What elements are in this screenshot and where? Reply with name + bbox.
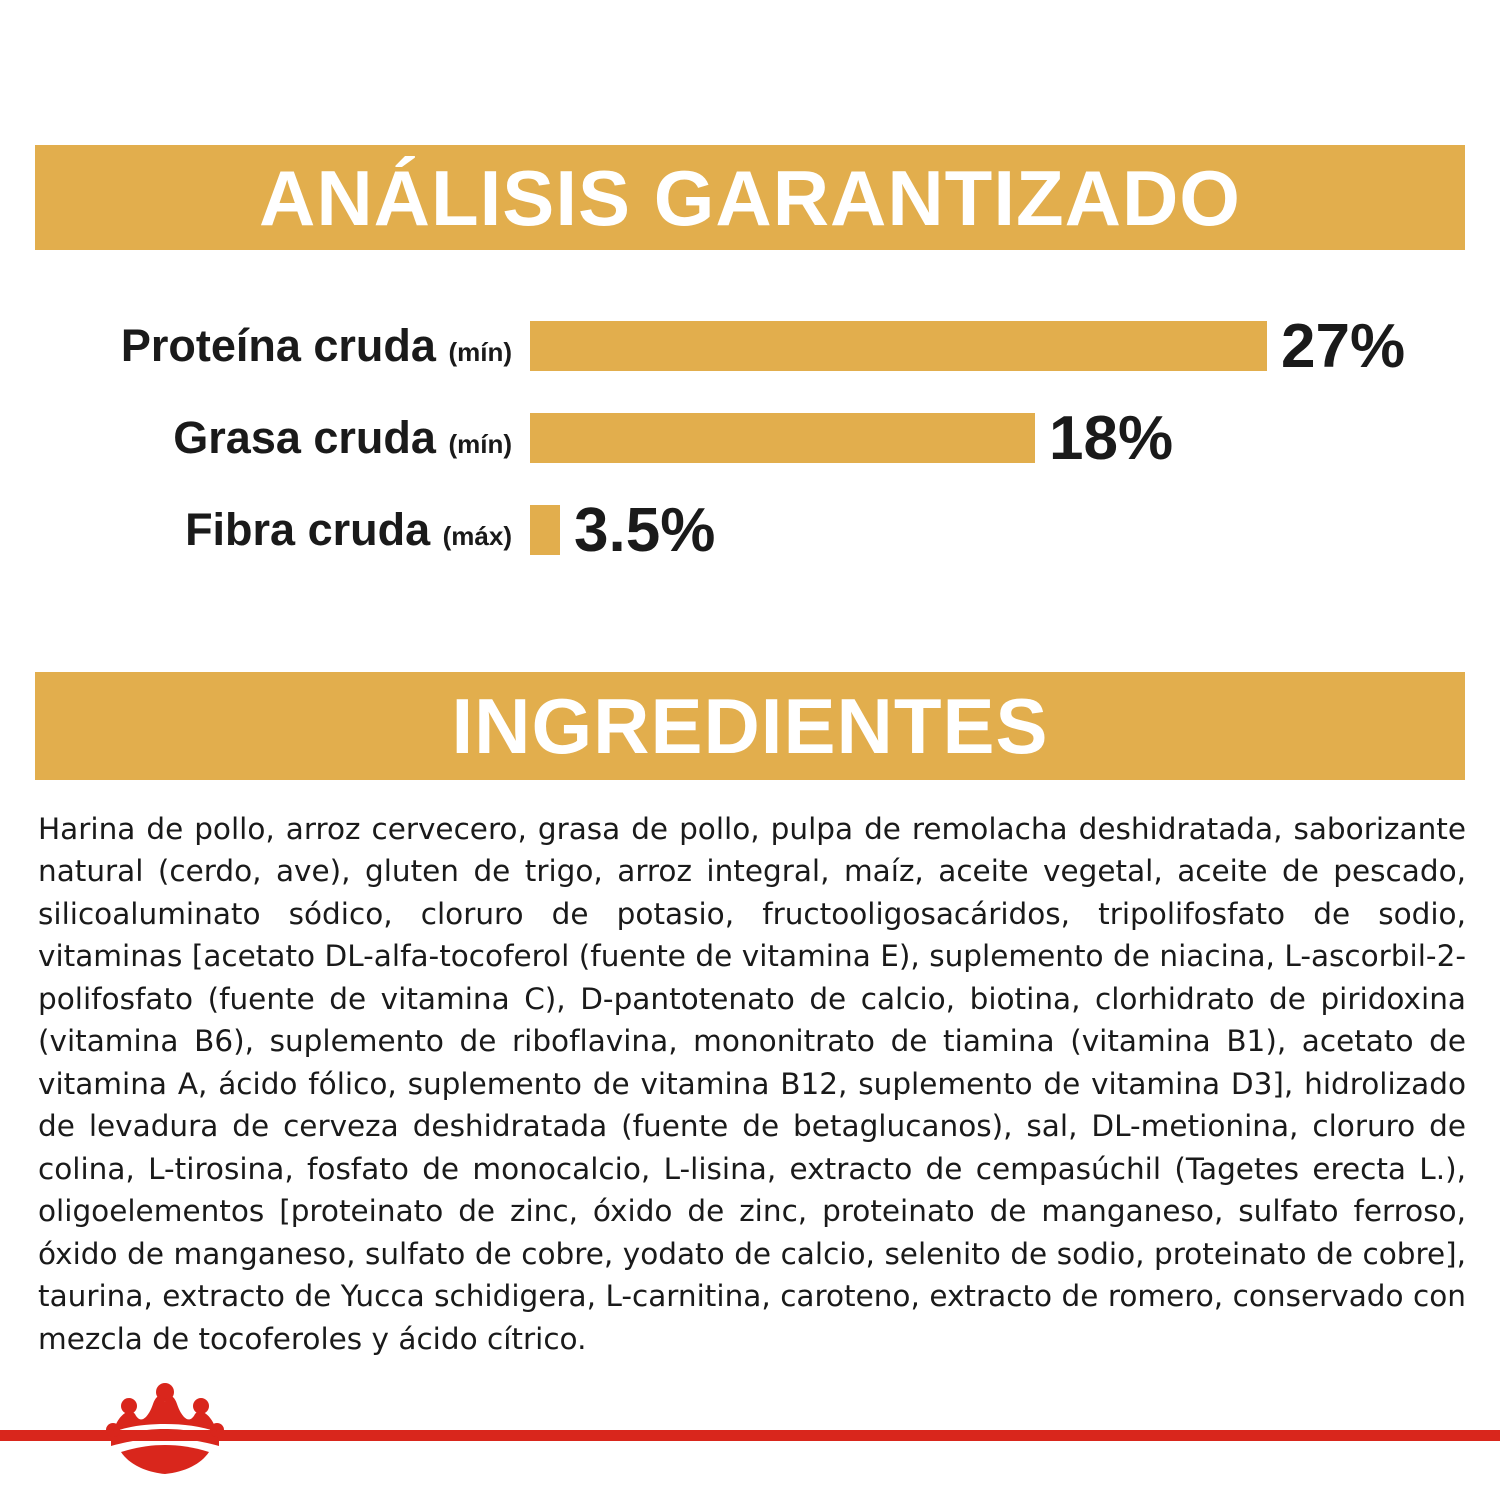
nutrient-name: Grasa cruda: [173, 412, 436, 463]
ingredients-banner: [35, 672, 1465, 780]
nutrient-qualifier: (mín): [448, 337, 512, 367]
nutrient-qualifier: (mín): [448, 429, 512, 459]
nutrient-name: Proteína cruda: [120, 320, 436, 371]
bar-protein: [530, 321, 1267, 371]
analysis-row-label: [60, 320, 530, 372]
analysis-row-value: 18%: [1049, 403, 1174, 473]
guaranteed-analysis-title: ANÁLISIS GARANTIZADO: [259, 153, 1241, 242]
analysis-row-value: 3.5%: [574, 495, 716, 565]
analysis-row-label: [60, 412, 530, 464]
nutrient-name: Fibra cruda: [185, 504, 431, 555]
ingredients-text: Harina de pollo, arroz cervecero, grasa de pollo, pulpa de remolacha deshidratada, saborizante natural (cerdo, ave), gluten de trigo, arroz integral, maíz, aceite vegetal, aceite de pescado, silicoaluminato sódico, cloruro de potasio, fructooligosacáridos, tripolifosfato de sodio, vitaminas [acetato DL-alfa-tocoferol (fuente de vitamina E), suplemento de niacina, L-ascorbil-2-polifosfato (fuente de vitamina C), D-pantotenato de calcio, biotina, clorhidrato de piridoxina (vitamina B6), suplemento de riboflavina, mononitrato de tiamina (vitamina B1), acetato de vitamina A, ácido fólico, suplemento de vitamina B12, suplemento de vitamina D3], hidrolizado de levadura de cerveza deshidratada (fuente de betaglucanos), sal, DL-metionina, cloruro de colina, L-tirosina, fosfato de monocalcio, L-lisina, extracto de cempasúchil (Tagetes erecta L.), oligoelementos [proteinato de zinc, óxido de zinc, proteinato de manganeso, sulfato ferroso, óxido de manganeso, sulfato de cobre, yodato de calcio, selenito de sodio, proteinato de cobre], taurina, extracto de Yucca schidigera, L-carnitina, caroteno, extracto de romero, conservado con mezcla de tocoferoles y ácido cítrico.: [38, 812, 1466, 1356]
royal-canin-crown-logo-icon: [105, 1382, 225, 1477]
ingredients-title: INGREDIENTES: [451, 682, 1049, 770]
analysis-row: [60, 300, 1460, 392]
analysis-row-label: [60, 504, 530, 556]
guaranteed-analysis-banner: [35, 145, 1465, 250]
nutrient-qualifier: (máx): [442, 521, 512, 551]
bar-fat: [530, 413, 1035, 463]
guaranteed-analysis-chart: [60, 300, 1460, 576]
analysis-row: [60, 392, 1460, 484]
footer-divider: [0, 1430, 1500, 1441]
bar-fiber: [530, 505, 560, 555]
analysis-row: [60, 484, 1460, 576]
analysis-row-value: 27%: [1281, 311, 1406, 381]
